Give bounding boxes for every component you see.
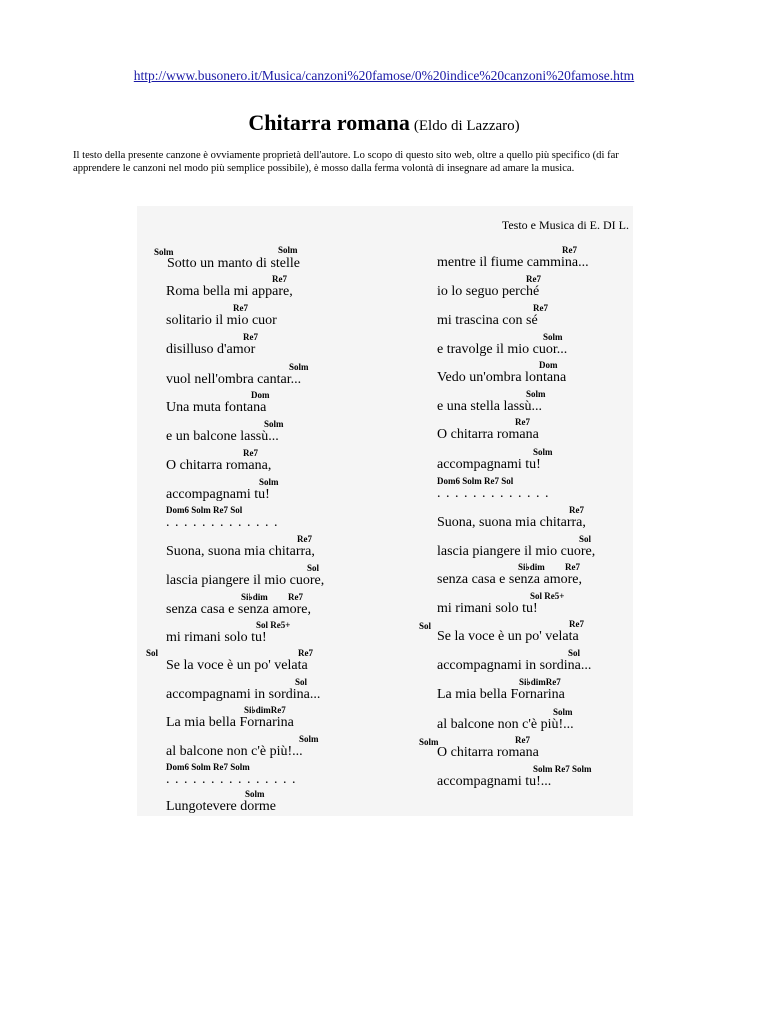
chord: Re7 xyxy=(562,245,577,255)
chord: Dom6 Solm Re7 Solm xyxy=(166,762,250,772)
lyric-line: Suona, suona mia chitarra, xyxy=(437,515,586,530)
lyric-line: mi trascina con sé xyxy=(437,313,538,328)
lyric-line: solitario il mio cuor xyxy=(166,313,277,328)
lyric-line: Suona, suona mia chitarra, xyxy=(166,544,315,559)
chord: Re7 xyxy=(569,619,584,629)
chord: Solm xyxy=(154,247,174,257)
intro-line-2: apprendere le canzoni nel modo più semplice possibile), è mosso dalla ferma volontà di insegnare ad amare la musica. xyxy=(73,163,575,174)
lyric-line: lascia piangere il mio cuore, xyxy=(437,544,596,559)
chord: Solm xyxy=(533,447,553,457)
lyric-line: O chitarra romana xyxy=(437,427,539,442)
chord: Solm xyxy=(245,789,265,799)
lyric-line: accompagnami in sordina... xyxy=(437,658,592,673)
lyric-line: Se la voce è un po' velata xyxy=(437,629,579,644)
lyric-line: accompagnami tu!... xyxy=(437,774,552,789)
lyric-line: accompagnami tu! xyxy=(166,487,270,502)
song-author: (Eldo di Lazzaro) xyxy=(413,118,520,134)
chord: Solm xyxy=(264,419,284,429)
lyric-line: e un balcone lassù... xyxy=(166,429,279,444)
chord: Solm xyxy=(259,477,279,487)
chord: Re7 xyxy=(515,735,530,745)
chord: Re7 xyxy=(243,448,258,458)
chord: Sol xyxy=(568,648,581,658)
lyric-line: mi rimani solo tu! xyxy=(166,630,267,645)
chord: Re7 xyxy=(298,648,313,658)
chord: Solm xyxy=(278,245,298,255)
lyric-line: Lungotevere dorme xyxy=(166,799,277,814)
song-title xyxy=(0,110,768,136)
lyric-line: lascia piangere il mio cuore, xyxy=(166,573,325,588)
chord: Si♭dim xyxy=(518,562,545,572)
chord: Dom xyxy=(251,390,270,400)
chord: Solm xyxy=(419,737,439,747)
chord: Re7 xyxy=(297,534,312,544)
lyric-line: mentre il fiume cammina... xyxy=(437,255,589,270)
chord: Solm xyxy=(543,332,563,342)
intro-text xyxy=(73,149,703,175)
chord: Si♭dim xyxy=(241,592,268,602)
chord: Si♭dimRe7 xyxy=(519,677,561,687)
chord: Re7 xyxy=(243,332,258,342)
chord: Dom xyxy=(539,360,558,370)
lyric-line: disilluso d'amor xyxy=(166,342,256,357)
lyric-line: Roma bella mi appare, xyxy=(166,284,293,299)
chord: Sol xyxy=(579,534,592,544)
lyric-line: senza casa e senza amore, xyxy=(437,572,582,587)
lyric-line: . . . . . . . . . . . . . xyxy=(437,486,550,501)
chord: Sol xyxy=(295,677,308,687)
lyric-line: Se la voce è un po' velata xyxy=(166,658,308,673)
chord: Sol Re5+ xyxy=(256,620,291,630)
chord: Re7 xyxy=(288,592,303,602)
chord: Sol xyxy=(146,648,159,658)
lyric-line: accompagnami in sordina... xyxy=(166,687,321,702)
chord: Re7 xyxy=(526,274,541,284)
chord: Dom6 Solm Re7 Sol xyxy=(166,505,243,515)
sheet-credit: Testo e Musica di E. DI L. xyxy=(501,218,629,232)
lyric-line: e una stella lassù... xyxy=(437,399,542,414)
lyric-line: accompagnami tu! xyxy=(437,457,541,472)
lyric-line: Vedo un'ombra lontana xyxy=(437,370,567,385)
chord: Re7 xyxy=(515,417,530,427)
source-url-link[interactable]: http://www.busonero.it/Musica/canzoni%20famose/0%20indice%20canzoni%20famose.htm xyxy=(133,68,635,83)
chord: Re7 xyxy=(569,505,584,515)
chord: Re7 xyxy=(272,274,287,284)
chord: Solm Re7 Solm xyxy=(533,764,592,774)
song-sheet-image xyxy=(137,206,633,816)
lyric-line: vuol nell'ombra cantar... xyxy=(166,372,302,387)
lyric-line: O chitarra romana, xyxy=(166,458,272,473)
chord: Re7 xyxy=(565,562,580,572)
chord: Sol Re5+ xyxy=(530,591,565,601)
lyric-line: . . . . . . . . . . . . . xyxy=(166,515,279,530)
lyric-line: al balcone non c'è più!... xyxy=(437,717,574,732)
lyric-line: Sotto un manto di stelle xyxy=(167,256,300,271)
chord: Solm xyxy=(299,734,319,744)
chord: Solm xyxy=(553,707,573,717)
lyric-line: La mia bella Fornarina xyxy=(437,687,565,702)
lyric-line: . . . . . . . . . . . . . . . xyxy=(166,772,297,787)
chord: Solm xyxy=(289,362,309,372)
lyric-line: senza casa e senza amore, xyxy=(166,602,311,617)
chord: Si♭dimRe7 xyxy=(244,705,286,715)
lyric-line: mi rimani solo tu! xyxy=(437,601,538,616)
lyric-line: al balcone non c'è più!... xyxy=(166,744,303,759)
chord: Solm xyxy=(526,389,546,399)
lyric-line: La mia bella Fornarina xyxy=(166,715,294,730)
chord: Re7 xyxy=(533,303,548,313)
lyric-line: io lo seguo perché xyxy=(437,284,540,299)
chord: Dom6 Solm Re7 Sol xyxy=(437,476,514,486)
chord: Re7 xyxy=(233,303,248,313)
lyric-line: e travolge il mio cuor... xyxy=(437,342,568,357)
intro-line-1: Il testo della presente canzone è ovviamente proprietà dell'autore. Lo scopo di questo sito web, oltre a quello più specifico (di far xyxy=(73,150,619,161)
lyric-line: Una muta fontana xyxy=(166,400,267,415)
chord: Sol xyxy=(419,621,432,631)
lyric-line: O chitarra romana xyxy=(437,745,539,760)
song-title-main: Chitarra romana xyxy=(248,110,410,135)
chord: Sol xyxy=(307,563,320,573)
